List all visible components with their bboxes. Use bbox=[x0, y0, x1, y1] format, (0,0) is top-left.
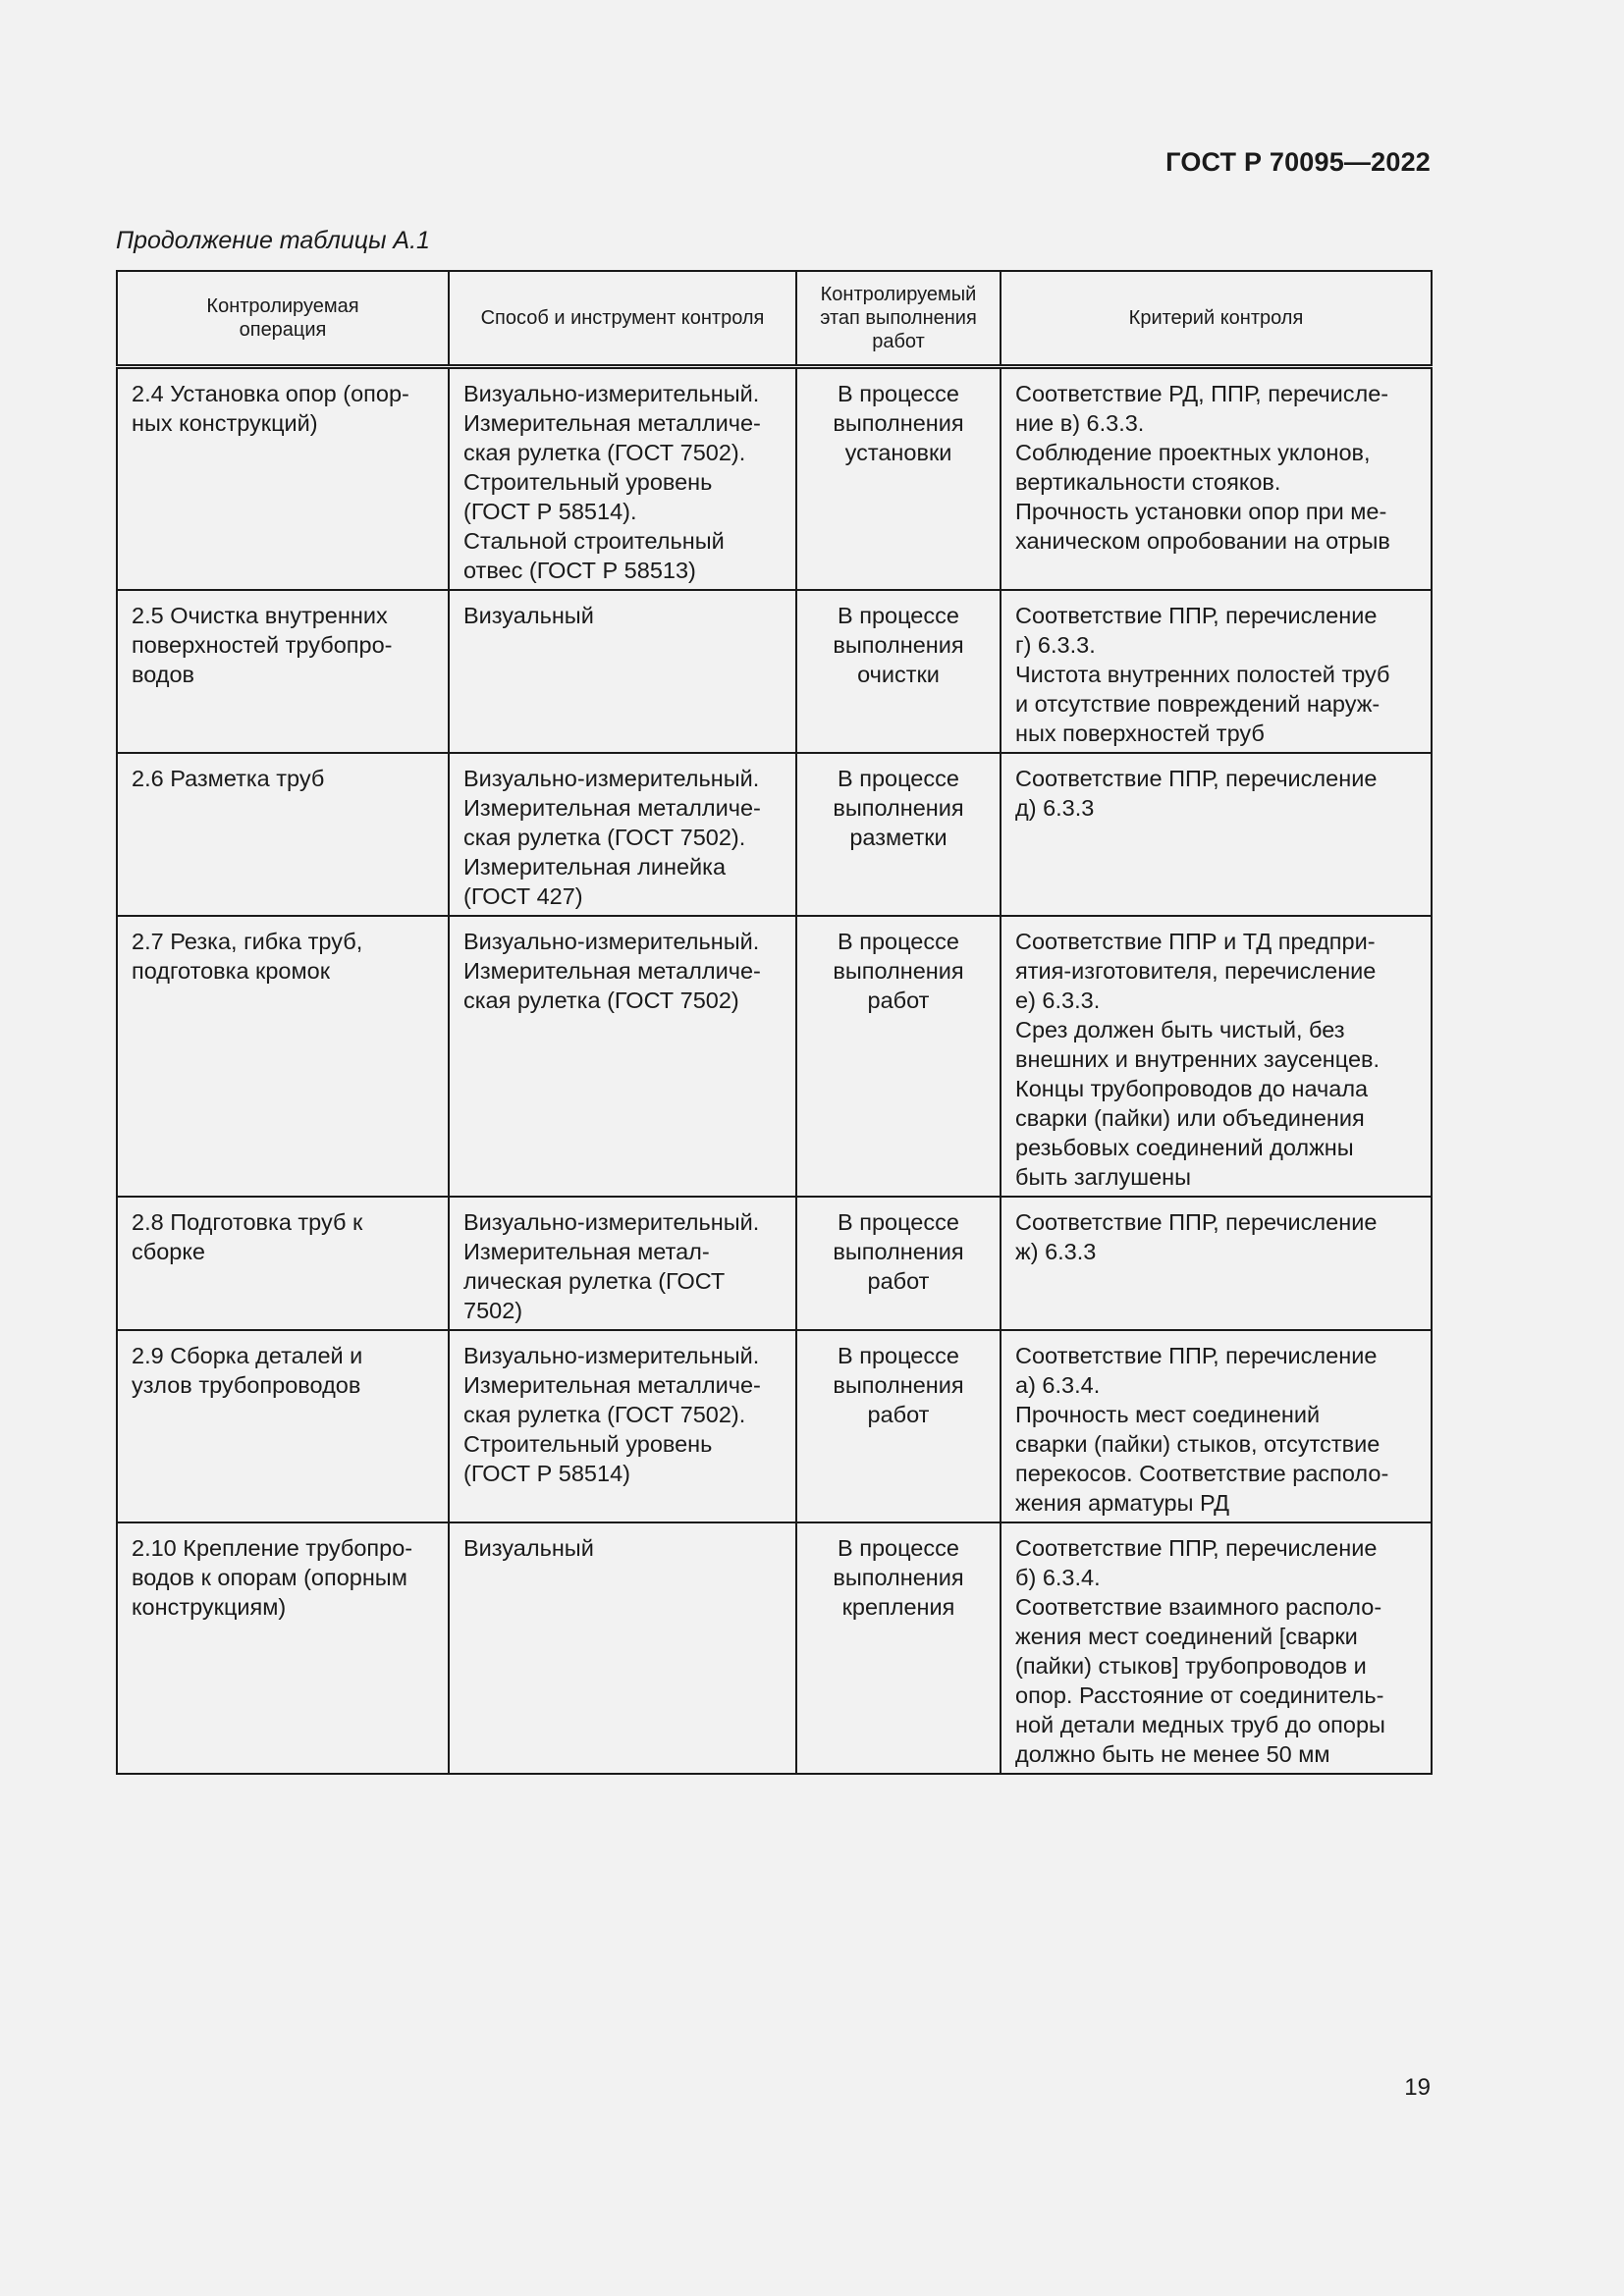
text-line: д) 6.3.3 bbox=[1015, 795, 1095, 821]
text-line: Визуальный bbox=[463, 603, 594, 628]
text-line: Способ и инструмент контроля bbox=[480, 307, 765, 329]
text-line: лическая рулетка (ГОСТ bbox=[463, 1268, 726, 1294]
text-line: В процессе bbox=[838, 766, 959, 791]
text-line: 2.7 Резка, гибка труб, bbox=[132, 929, 363, 954]
table-row bbox=[117, 916, 1432, 1197]
cell-method bbox=[449, 1522, 796, 1774]
text-line: опор. Расстояние от соединитель- bbox=[1015, 1682, 1384, 1708]
text-line: Строительный уровень bbox=[463, 469, 713, 495]
cell-operation bbox=[117, 590, 449, 753]
text-line: Соответствие ППР, перечисление bbox=[1015, 1343, 1378, 1368]
text-line: Критерий контроля bbox=[1128, 307, 1304, 329]
text-line: выполнения bbox=[833, 632, 964, 658]
text-line: Соответствие ППР, перечисление bbox=[1015, 1209, 1378, 1235]
cell-criterion bbox=[1001, 753, 1432, 916]
cell-method bbox=[449, 916, 796, 1197]
text-line: Контролируемый bbox=[820, 284, 977, 305]
text-line: (ГОСТ Р 58514) bbox=[463, 1461, 630, 1486]
control-table bbox=[116, 270, 1433, 1775]
text-line: г) 6.3.3. bbox=[1015, 632, 1096, 658]
text-line: 2.8 Подготовка труб к bbox=[132, 1209, 363, 1235]
text-line: Измерительная металличе- bbox=[463, 1372, 761, 1398]
table-header bbox=[117, 271, 1432, 367]
cell-operation bbox=[117, 916, 449, 1197]
text-line: Визуально-измерительный. bbox=[463, 1209, 760, 1235]
text-line: ская рулетка (ГОСТ 7502) bbox=[463, 988, 739, 1013]
table-body bbox=[117, 367, 1432, 1775]
text-line: Прочность установки опор при ме- bbox=[1015, 499, 1387, 524]
column-header-operation bbox=[117, 271, 449, 367]
text-line: (ГОСТ Р 58514). bbox=[463, 499, 637, 524]
text-line: (ГОСТ 427) bbox=[463, 883, 583, 909]
text-line: Измерительная металличе- bbox=[463, 958, 761, 984]
cell-method bbox=[449, 1330, 796, 1522]
text-line: конструкциям) bbox=[132, 1594, 287, 1620]
text-line: подготовка кромок bbox=[132, 958, 330, 984]
text-line: Соответствие ППР и ТД предпри- bbox=[1015, 929, 1376, 954]
cell-stage bbox=[796, 753, 1001, 916]
text-line: работ bbox=[867, 988, 930, 1013]
table-row bbox=[117, 1197, 1432, 1330]
cell-criterion bbox=[1001, 1197, 1432, 1330]
text-line: В процессе bbox=[838, 1535, 959, 1561]
text-line: водов к опорам (опорным bbox=[132, 1565, 407, 1590]
cell-operation bbox=[117, 367, 449, 591]
text-line: 2.4 Установка опор (опор- bbox=[132, 381, 409, 406]
text-line: выполнения bbox=[833, 410, 964, 436]
text-line: операция bbox=[239, 319, 327, 341]
text-line: В процессе bbox=[838, 1343, 959, 1368]
text-line: Соответствие ППР, перечисление bbox=[1015, 603, 1378, 628]
text-line: В процессе bbox=[838, 1209, 959, 1235]
cell-operation bbox=[117, 1522, 449, 1774]
text-line: (пайки) стыков] трубопроводов и bbox=[1015, 1653, 1367, 1679]
text-line: выполнения bbox=[833, 795, 964, 821]
table-row bbox=[117, 367, 1432, 591]
text-line: Соответствие РД, ППР, перечисле- bbox=[1015, 381, 1389, 406]
table-header-row bbox=[117, 271, 1432, 367]
text-line: Строительный уровень bbox=[463, 1431, 713, 1457]
column-header-method bbox=[449, 271, 796, 367]
text-line: этап выполнения bbox=[820, 307, 977, 329]
cell-stage bbox=[796, 1522, 1001, 1774]
text-line: ной детали медных труб до опоры bbox=[1015, 1712, 1385, 1737]
table-row bbox=[117, 1522, 1432, 1774]
text-line: сборке bbox=[132, 1239, 205, 1264]
text-line: Концы трубопроводов до начала bbox=[1015, 1076, 1369, 1101]
text-line: 2.10 Крепление трубопро- bbox=[132, 1535, 413, 1561]
text-line: резьбовых соединений должны bbox=[1015, 1135, 1354, 1160]
text-line: и отсутствие повреждений наруж- bbox=[1015, 691, 1380, 717]
cell-method bbox=[449, 590, 796, 753]
text-line: Чистота внутренних полостей труб bbox=[1015, 662, 1390, 687]
text-line: работ bbox=[872, 331, 925, 352]
text-line: узлов трубопроводов bbox=[132, 1372, 361, 1398]
text-line: а) 6.3.4. bbox=[1015, 1372, 1101, 1398]
cell-criterion bbox=[1001, 367, 1432, 591]
text-line: ятия-изготовителя, перечисление bbox=[1015, 958, 1377, 984]
cell-stage bbox=[796, 916, 1001, 1197]
text-line: сварки (пайки) или объединения bbox=[1015, 1105, 1365, 1131]
text-line: ская рулетка (ГОСТ 7502). bbox=[463, 1402, 746, 1427]
text-line: Визуально-измерительный. bbox=[463, 929, 760, 954]
text-line: 2.9 Сборка деталей и bbox=[132, 1343, 363, 1368]
text-line: 7502) bbox=[463, 1298, 523, 1323]
text-line: работ bbox=[867, 1268, 930, 1294]
text-line: ных поверхностей труб bbox=[1015, 721, 1265, 746]
text-line: Соответствие ППР, перечисление bbox=[1015, 766, 1378, 791]
text-line: е) 6.3.3. bbox=[1015, 988, 1101, 1013]
cell-operation bbox=[117, 1197, 449, 1330]
cell-criterion bbox=[1001, 1522, 1432, 1774]
text-line: Визуально-измерительный. bbox=[463, 381, 760, 406]
text-line: выполнения bbox=[833, 1565, 964, 1590]
text-line: ская рулетка (ГОСТ 7502). bbox=[463, 440, 746, 465]
text-line: Соответствие взаимного располо- bbox=[1015, 1594, 1382, 1620]
text-line: выполнения bbox=[833, 958, 964, 984]
cell-operation bbox=[117, 1330, 449, 1522]
table-row bbox=[117, 753, 1432, 916]
text-line: поверхностей трубопро- bbox=[132, 632, 393, 658]
text-line: В процессе bbox=[838, 603, 959, 628]
cell-stage bbox=[796, 1330, 1001, 1522]
text-line: 2.5 Очистка внутренних bbox=[132, 603, 388, 628]
text-line: 2.6 Разметка труб bbox=[132, 766, 325, 791]
text-line: очистки bbox=[857, 662, 940, 687]
text-line: выполнения bbox=[833, 1372, 964, 1398]
text-line: В процессе bbox=[838, 929, 959, 954]
cell-criterion bbox=[1001, 590, 1432, 753]
text-line: разметки bbox=[849, 825, 947, 850]
cell-stage bbox=[796, 367, 1001, 591]
text-line: ние в) 6.3.3. bbox=[1015, 410, 1145, 436]
text-line: В процессе bbox=[838, 381, 959, 406]
text-line: вертикальности стояков. bbox=[1015, 469, 1281, 495]
text-line: Соблюдение проектных уклонов, bbox=[1015, 440, 1371, 465]
cell-method bbox=[449, 753, 796, 916]
text-line: перекосов. Соответствие располо- bbox=[1015, 1461, 1389, 1486]
text-line: Измерительная металличе- bbox=[463, 410, 761, 436]
text-line: отвес (ГОСТ Р 58513) bbox=[463, 558, 696, 583]
text-line: Измерительная линейка bbox=[463, 854, 727, 880]
text-line: крепления bbox=[841, 1594, 955, 1620]
text-line: сварки (пайки) стыков, отсутствие bbox=[1015, 1431, 1380, 1457]
document-code: ГОСТ Р 70095—2022 bbox=[1165, 147, 1431, 177]
text-line: ханическом опробовании на отрыв bbox=[1015, 528, 1390, 554]
page-number: 19 bbox=[1404, 2074, 1431, 2101]
text-line: Визуально-измерительный. bbox=[463, 1343, 760, 1368]
table-row bbox=[117, 1330, 1432, 1522]
text-line: водов bbox=[132, 662, 195, 687]
table-row bbox=[117, 590, 1432, 753]
text-line: работ bbox=[867, 1402, 930, 1427]
text-line: внешних и внутренних заусенцев. bbox=[1015, 1046, 1380, 1072]
text-line: установки bbox=[844, 440, 952, 465]
text-line: жения арматуры РД bbox=[1015, 1490, 1230, 1516]
text-line: ж) 6.3.3 bbox=[1015, 1239, 1097, 1264]
text-line: Срез должен быть чистый, без bbox=[1015, 1017, 1345, 1042]
cell-method bbox=[449, 1197, 796, 1330]
text-line: Измерительная метал- bbox=[463, 1239, 710, 1264]
cell-criterion bbox=[1001, 1330, 1432, 1522]
cell-criterion bbox=[1001, 916, 1432, 1197]
text-line: быть заглушены bbox=[1015, 1164, 1192, 1190]
text-line: ных конструкций) bbox=[132, 410, 318, 436]
cell-stage bbox=[796, 590, 1001, 753]
text-line: Визуальный bbox=[463, 1535, 594, 1561]
text-line: Прочность мест соединений bbox=[1015, 1402, 1321, 1427]
text-line: Визуально-измерительный. bbox=[463, 766, 760, 791]
cell-method bbox=[449, 367, 796, 591]
text-line: Измерительная металличе- bbox=[463, 795, 761, 821]
column-header-stage bbox=[796, 271, 1001, 367]
text-line: б) 6.3.4. bbox=[1015, 1565, 1101, 1590]
text-line: должно быть не менее 50 мм bbox=[1015, 1741, 1330, 1767]
text-line: выполнения bbox=[833, 1239, 964, 1264]
cell-operation bbox=[117, 753, 449, 916]
text-line: Стальной строительный bbox=[463, 528, 725, 554]
text-line: Соответствие ППР, перечисление bbox=[1015, 1535, 1378, 1561]
column-header-criterion bbox=[1001, 271, 1432, 367]
text-line: ская рулетка (ГОСТ 7502). bbox=[463, 825, 746, 850]
text-line: жения мест соединений [сварки bbox=[1015, 1624, 1358, 1649]
text-line: Контролируемая bbox=[206, 295, 359, 317]
cell-stage bbox=[796, 1197, 1001, 1330]
table-caption: Продолжение таблицы А.1 bbox=[116, 227, 430, 254]
